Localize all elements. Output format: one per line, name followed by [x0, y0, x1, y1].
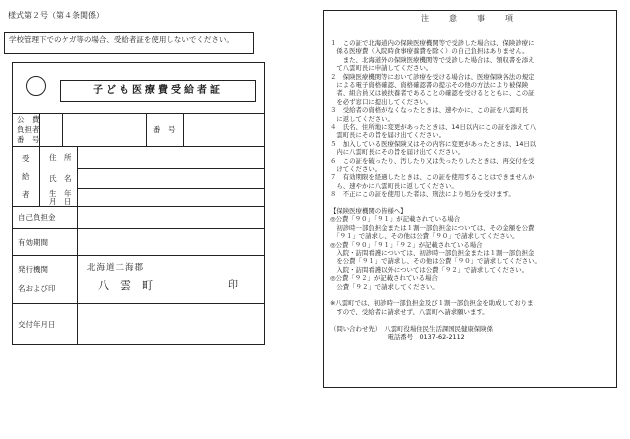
row-divider: [12, 228, 265, 229]
birth-label-2: 月 日: [49, 197, 72, 206]
col-divider: [77, 228, 78, 255]
note-line: ５ 加入している医療保険又はその内容に変更があったときは、14日以: [330, 139, 537, 148]
note-line: ４ 氏名、住所地に変更があったときは、14日以内にこの証を添えて八: [330, 123, 537, 131]
address-label: 住 所: [49, 153, 72, 162]
recipient-label-2: 給: [22, 172, 30, 181]
note-line: １ この証で北海道内の保険医療機関等で受診した場合は、保険診療に: [330, 39, 535, 47]
note-line: 入院・訪問看護以外については公費「９２」で請求してください。: [330, 265, 528, 274]
note-line: ◎公費「９０」「９１」が記載されている場合: [330, 215, 461, 224]
note-line: 「９１」で請求し、その他は公費「９０」で請求してください。: [330, 232, 519, 241]
note-line: ◎公費「９０」「９１」「９２」が記載されている場合: [330, 240, 483, 249]
row-divider: [77, 168, 265, 169]
col-divider: [77, 255, 78, 303]
form-number: 様式第２号（第４条関係）: [8, 11, 104, 20]
payer-label-1: 公 費: [17, 115, 40, 124]
note-line: ら、速やかに八雲町長に返してください。: [330, 181, 458, 190]
valid-period-label: 有効期間: [18, 238, 48, 247]
birth-label-1: 生 年: [49, 189, 72, 198]
note-line: 者、組合員又は被扶養者であることの確認を受けるとともに、この証: [330, 89, 535, 98]
issuer-label-2: 名および印: [18, 284, 56, 293]
certificate-title: 子ども医療費受給者証: [60, 80, 256, 102]
note-line: ２ 保険医療機関等において診療を受ける場合は、医療保険各法の規定: [330, 72, 535, 81]
issuer-seal: 印: [228, 280, 238, 291]
note-line: 公費「９２」で請求してください。: [330, 282, 439, 291]
note-line: て八雲町長に申請してください。: [330, 64, 433, 73]
issuer-label-1: 発行機関: [18, 265, 48, 274]
note-line: による電子資格確認、資格確認書の提示その他の方法により被保険: [330, 81, 529, 89]
row-divider: [12, 206, 265, 207]
recipient-label-3: 者: [22, 190, 30, 199]
note-line: 係る医療費（入院時食事療養費を除く）の自己負担はありません。: [330, 47, 529, 56]
name-label: 氏 名: [49, 174, 72, 183]
note-line: を公費「９１」で請求し、その他は公費「９０」で請求してください。: [330, 257, 541, 266]
col-divider: [62, 113, 63, 146]
row-divider: [12, 146, 265, 147]
note-line: ※八雲町では、初診時一部負担金及び１割一部負担金を助成しておりま: [330, 299, 534, 308]
recipient-label-1: 受: [22, 154, 30, 163]
note-line: ◎公費「９２」が記載されている場合: [330, 274, 438, 283]
issuer-county: 北海道二海郡: [87, 263, 145, 273]
row-divider: [12, 255, 265, 256]
issue-date-label: 交付年月日: [18, 320, 56, 329]
note-line: ７ 有効期限を経過したときは、この証を使用することはできませんか: [330, 173, 535, 182]
note-line: また、北海道外の保険医療機関等で受診した場合は、領収書を添え: [330, 55, 535, 64]
col-divider: [146, 113, 147, 146]
note-line: 内に八雲町長にその旨を届け出てください。: [330, 148, 465, 157]
stamp-circle: [26, 76, 46, 96]
row-divider: [77, 188, 265, 189]
note-line: ３ 受給者の資格がなくなったときは、速やかに、この証を八雲町長: [330, 106, 529, 115]
note-line: ８ 不正にこの証を使用した者は、刑法により処分を受けます。: [330, 190, 515, 199]
issuer-town: 八 雲 町: [98, 279, 153, 292]
row-divider: [12, 303, 265, 304]
note-line: 【保険医療機関の皆様へ】: [330, 207, 407, 215]
note-line: を必ず窓口に提出してください。: [330, 97, 433, 106]
note-line: 雲町長にその旨を届け出てください。: [330, 131, 446, 140]
note-line: すので、受給者に請求せず、八雲町へ請求願います。: [330, 307, 489, 316]
id-number-label: 番 号: [153, 125, 176, 134]
notes-title: 注 意 事 項: [421, 14, 519, 23]
note-line: 入院・訪問看護については、初診時一部負担金または１割一部負担金: [330, 249, 535, 257]
note-line: 電話番号 0137-62-2112: [330, 333, 465, 341]
note-line: ６ この証を破ったり、汚したり又は失ったりしたときは、再交付を受: [330, 156, 535, 165]
note-line: （問い合わせ先） 八雲町役場住民生活課国民健康保険係: [330, 324, 493, 333]
note-line: 初診時一部負担金または１割一部負担金については、その金額を公費: [330, 223, 535, 232]
payer-label-3: 番 号: [17, 135, 40, 144]
row-divider: [12, 113, 265, 114]
col-divider: [39, 146, 40, 206]
usage-notice: 学校管理下でのケガ等の場合、受給者証を使用しないでください。: [4, 32, 254, 54]
payer-label-2: 負担者: [17, 125, 40, 134]
copay-label: 自己負担金: [18, 213, 56, 222]
col-divider: [183, 113, 184, 146]
col-divider: [77, 303, 78, 345]
note-line: に返してください。: [330, 114, 394, 123]
col-divider: [77, 206, 78, 228]
note-line: けてください。: [330, 165, 382, 173]
col-divider: [77, 146, 78, 206]
